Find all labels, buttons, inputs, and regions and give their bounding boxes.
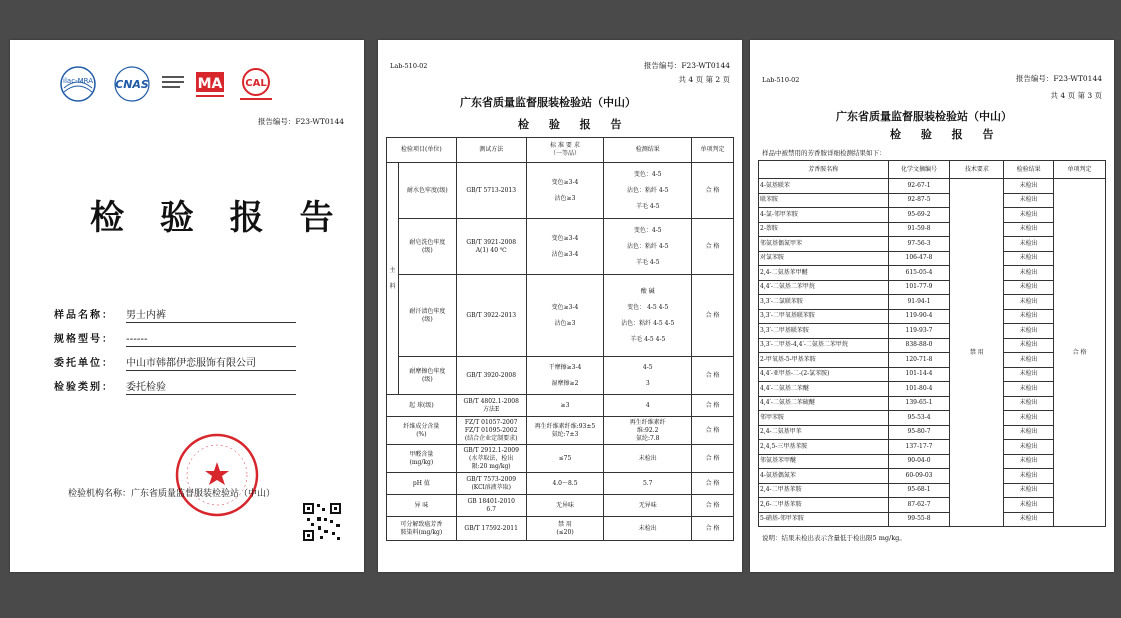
table-row [759,179,1106,194]
cell-result: 5.7 [604,473,692,495]
table-row [759,367,1106,382]
table-row [759,338,1106,353]
table-row [759,266,1106,281]
table-row [759,208,1106,223]
cell-result: 未检出 [1004,411,1054,426]
field-model [54,330,296,347]
cnas-caption [160,64,186,104]
column-header: 化学文摘编号 [888,161,950,179]
table-row [759,237,1106,252]
field-value: 委托检验 [126,378,296,395]
report-number: 报告编号：F23-WT0144 [1015,74,1102,83]
accreditation-logos [58,64,288,104]
inspection-organization [68,486,275,499]
cell-cas-number: 60-09-03 [888,469,950,484]
cell-cas-number: 106-47-8 [888,251,950,266]
cell-cas-number: 101-80-4 [888,382,950,397]
table-row [759,295,1106,310]
cell-amine-name: 3,3′-二甲基联苯胺 [759,324,889,339]
lab-id: Lab-510-02 [762,76,800,84]
field-sample-name [54,306,296,323]
cell-method: GB/T 17592-2011 [456,517,526,541]
cell-cas-number: 95-68-1 [888,483,950,498]
cell-result: 未检出 [1004,382,1054,397]
cell-cas-number: 101-14-4 [888,367,950,382]
field-label: 规格型号： [54,334,114,345]
cell-method: GB/T 4802.1-2008 方法E [456,395,526,417]
column-header: 检验项目(单位) [387,138,457,163]
cell-amine-name: 4,4′-二氨基二苯醚 [759,382,889,397]
table-row [759,222,1106,237]
cell-result: 未检出 [1004,222,1054,237]
table-row [387,417,734,445]
field-label: 样品名称： [54,310,114,321]
table-row [759,440,1106,455]
table-row [759,353,1106,368]
cell-requirement: 禁 用 [950,179,1004,527]
cell-cas-number: 99-55-8 [888,512,950,527]
table-row [759,382,1106,397]
cell-requirement: 再生纤维素纤维:93±5 氨纶:7±3 [526,417,604,445]
cell-result: 未检出 [1004,324,1054,339]
cell-cas-number: 92-87-5 [888,193,950,208]
cell-requirement: 干摩擦≥3-4 湿摩擦≥2 [526,357,604,395]
table-row [759,512,1106,527]
cell-amine-name: 2,4-二氨基苯甲醚 [759,266,889,281]
cell-cas-number: 87-62-7 [888,498,950,513]
station-name: 广东省质量监督服装检验站（中山） [460,96,636,109]
report-page-2 [378,40,742,572]
cell-cas-number: 95-53-4 [888,411,950,426]
cell-method: GB/T 2912.1-2009 (水萃取法，检出 限:20 mg/kg) [456,445,526,473]
cell-judgement: 合 格 [692,219,734,275]
cell-amine-name: 联苯胺 [759,193,889,208]
report-number: 报告编号：F23-WT0144 [257,117,344,126]
table-row [759,193,1106,208]
cell-item: 甲醛含量 (mg/kg) [387,445,457,473]
cell-cas-number: 120-71-8 [888,353,950,368]
column-header: 检验结果 [1004,161,1054,179]
field-value: ------ [126,334,296,347]
cell-result: 酸 碱 变色： 4-5 4-5 沾色：粘纤 4-5 4-5 羊毛 4-5 4-5 [604,275,692,357]
table-row [387,495,734,517]
table-row [759,309,1106,324]
cell-amine-name: 2,4,5-三甲基苯胺 [759,440,889,455]
report-number: 报告编号：F23-WT0144 [643,61,730,70]
column-header: 技术要求 [950,161,1004,179]
table-row [387,445,734,473]
intro-text: 样品中被禁用的芳香胺详细检测结果如下： [762,149,886,157]
cell-result: 未检出 [1004,396,1054,411]
cell-amine-name: 4-氯-邻甲苯胺 [759,208,889,223]
column-header: 标 准 要 求 （一等品） [526,138,604,163]
cell-amine-name: 邻甲苯胺 [759,411,889,426]
column-header: 芳香胺名称 [759,161,889,179]
table-row [387,517,734,541]
cell-amine-name: 4-氨基偶氮苯 [759,469,889,484]
field-value: 中山市韩都伊恋服饰有限公司 [126,354,296,371]
cell-result: 未检出 [604,517,692,541]
field-client [54,354,296,371]
page-title: 检 验 报 告 [90,198,346,238]
cell-requirement: 无异味 [526,495,604,517]
org-label: 检验机构名称： [68,489,132,499]
page-info: 共 4 页 第 2 页 [678,75,730,84]
report-title: 检 验 报 告 [890,128,1002,141]
cell-item: 耐汗渍色牢度 (级) [398,275,456,357]
column-header: 单项判定 [692,138,734,163]
table-row [387,219,734,275]
cell-judgement: 合 格 [692,445,734,473]
field-label: 委托单位： [54,358,114,369]
cell-amine-name: 对氯苯胺 [759,251,889,266]
cell-cas-number: 90-04-0 [888,454,950,469]
table-row [759,280,1106,295]
cell-cas-number: 95-80-7 [888,425,950,440]
cell-item: 耐皂洗色牢度 (级) [398,219,456,275]
cell-method: FZ/T 01057-2007 FZ/T 01095-2002 (结合企业定制要求) [456,417,526,445]
table-row [759,483,1106,498]
cell-item: 起 球(级) [387,395,457,417]
cell-result: 4 [604,395,692,417]
cell-result: 未检出 [1004,179,1054,194]
table-row [387,275,734,357]
cell-result: 未检出 [1004,425,1054,440]
table-row [759,251,1106,266]
cell-result: 未检出 [1004,454,1054,469]
cell-amine-name: 4,4′-二氨基二苯甲烷 [759,280,889,295]
field-label: 检验类别： [54,382,114,393]
cell-judgement: 合 格 [692,163,734,219]
cell-item: 异 味 [387,495,457,517]
table-row [759,498,1106,513]
cal-logo [236,64,276,104]
report-title: 检 验 报 告 [518,118,630,131]
cell-result: 变色：4-5 沾色：粘纤 4-5 羊毛 4-5 [604,163,692,219]
cell-amine-name: 2,4-二氨基甲苯 [759,425,889,440]
cell-item: 耐摩擦色牢度 (级) [398,357,456,395]
cell-cas-number: 119-93-7 [888,324,950,339]
cell-result: 未检出 [1004,266,1054,281]
cma-logo-text: MA [197,76,223,92]
cell-item: pH 值 [387,473,457,495]
cell-method: GB/T 3922-2013 [456,275,526,357]
cma-logo [192,64,228,104]
table-row [387,395,734,417]
cnas-logo [108,64,156,104]
table-row [387,473,734,495]
cell-result: 未检出 [1004,295,1054,310]
cell-cas-number: 119-90-4 [888,309,950,324]
cell-result: 变色：4-5 沾色：粘纤 4-5 羊毛 4-5 [604,219,692,275]
cell-result: 未检出 [1004,251,1054,266]
station-name: 广东省质量监督服装检验站（中山） [836,110,1012,123]
cell-amine-name: 2-萘胺 [759,222,889,237]
field-inspection-type [54,378,296,395]
cell-result: 未检出 [1004,469,1054,484]
cell-cas-number: 101-77-9 [888,280,950,295]
cell-requirement: 4.0～8.5 [526,473,604,495]
ilac-mra-logo [58,64,98,104]
cell-cas-number: 838-88-0 [888,338,950,353]
cell-requirement: 禁 用 (≤20) [526,517,604,541]
cell-item: 可分解致癌芳香 胺染料(mg/kg) [387,517,457,541]
test-results-table [386,137,734,541]
table-row [759,324,1106,339]
cell-requirement: ≤75 [526,445,604,473]
cell-requirement: ≥3 [526,395,604,417]
cell-amine-name: 2,6-二甲基苯胺 [759,498,889,513]
table-header-row [759,161,1106,179]
cell-judgement: 合 格 [692,395,734,417]
cell-result: 未检出 [1004,208,1054,223]
table-row [759,396,1106,411]
cell-cas-number: 91-59-8 [888,222,950,237]
cell-method: GB/T 7573-2009 (KCl溶液萃取) [456,473,526,495]
cell-method: GB/T 5713-2013 [456,163,526,219]
cell-result: 未检出 [1004,512,1054,527]
cell-result: 4-5 3 [604,357,692,395]
cell-cas-number: 97-56-3 [888,237,950,252]
cell-amine-name: 2-甲氧基-5-甲基苯胺 [759,353,889,368]
cell-requirement: 变色≥3-4 沾色≥3-4 [526,219,604,275]
cell-result: 未检出 [1004,498,1054,513]
cell-result: 未检出 [1004,353,1054,368]
qr-code [302,502,342,542]
cell-item: 耐水色牢度(级) [398,163,456,219]
cell-amine-name: 5-硝基-邻甲苯胺 [759,512,889,527]
field-value: 男士内裤 [126,306,296,323]
cell-result: 未检出 [1004,309,1054,324]
cell-judgement: 合 格 [692,473,734,495]
table-row [759,469,1106,484]
cell-method: GB/T 3920-2008 [456,357,526,395]
cell-amine-name: 邻氨基苯甲醚 [759,454,889,469]
cell-result: 未检出 [604,445,692,473]
cell-judgement: 合 格 [692,357,734,395]
cell-amine-name: 3,3′-二氯联苯胺 [759,295,889,310]
cell-cas-number: 91-94-1 [888,295,950,310]
cell-judgement: 合 格 [692,517,734,541]
report-page-3 [750,40,1114,572]
cell-cas-number: 137-17-7 [888,440,950,455]
table-header-row [387,138,734,163]
cell-method: GB/T 3921-2008 A(1) 40 ℃ [456,219,526,275]
table-row [387,163,734,219]
main-material-label: 主 料 [387,163,399,395]
table-row [759,454,1106,469]
table-note: 说明：结果未检出表示含量低于检出限5 mg/kg。 [762,534,906,542]
cell-result: 未检出 [1004,338,1054,353]
cell-cas-number: 95-69-2 [888,208,950,223]
cell-result: 未检出 [1004,440,1054,455]
cell-cas-number: 92-67-1 [888,179,950,194]
cell-judgement: 合 格 [692,275,734,357]
lab-id: Lab-510-02 [390,62,428,70]
cell-amine-name: 3,3′-二甲氧基联苯胺 [759,309,889,324]
cnas-logo-text: CNAS [115,78,149,91]
cell-amine-name: 4,4′-二氨基二苯硫醚 [759,396,889,411]
column-header: 测试方法 [456,138,526,163]
table-row [759,411,1106,426]
cell-result: 无异味 [604,495,692,517]
aromatic-amine-table [758,160,1106,527]
cell-result: 未检出 [1004,237,1054,252]
page-info: 共 4 页 第 3 页 [1050,91,1102,100]
cell-requirement: 变色≥3-4 沾色≥3 [526,163,604,219]
report-cover-page [10,40,364,572]
cell-judgement: 合 格 [1054,179,1106,527]
cell-amine-name: 2,4-二甲基苯胺 [759,483,889,498]
cell-judgement: 合 格 [692,495,734,517]
cell-result: 未检出 [1004,483,1054,498]
cell-item: 纤维成分含量 (%) [387,417,457,445]
cell-requirement: 变色≥3-4 沾色≥3 [526,275,604,357]
table-row [387,357,734,395]
cell-cas-number: 615-05-4 [888,266,950,281]
cell-result: 未检出 [1004,193,1054,208]
cell-result: 未检出 [1004,367,1054,382]
cell-result: 未检出 [1004,280,1054,295]
cell-result: 再生纤维素纤 维:92.2 氨纶:7.8 [604,417,692,445]
cell-amine-name: 邻氨基偶氮甲苯 [759,237,889,252]
cal-logo-text: CAL [245,78,267,89]
ilac-logo-text: ilac-MRA [63,77,93,85]
cell-method: GB 18401-2010 6.7 [456,495,526,517]
cell-amine-name: 4-氨基联苯 [759,179,889,194]
column-header: 单项判定 [1054,161,1106,179]
cell-amine-name: 4,4′-亚甲基-二-(2-氯苯胺) [759,367,889,382]
cell-cas-number: 139-65-1 [888,396,950,411]
cell-amine-name: 3,3′-二甲基-4,4′-二氨基二苯甲烷 [759,338,889,353]
column-header: 检测结果 [604,138,692,163]
cell-judgement: 合 格 [692,417,734,445]
official-stamp [174,432,260,518]
table-row [759,425,1106,440]
org-name: 广东省质量监督服装检验站（中山） [131,489,276,499]
